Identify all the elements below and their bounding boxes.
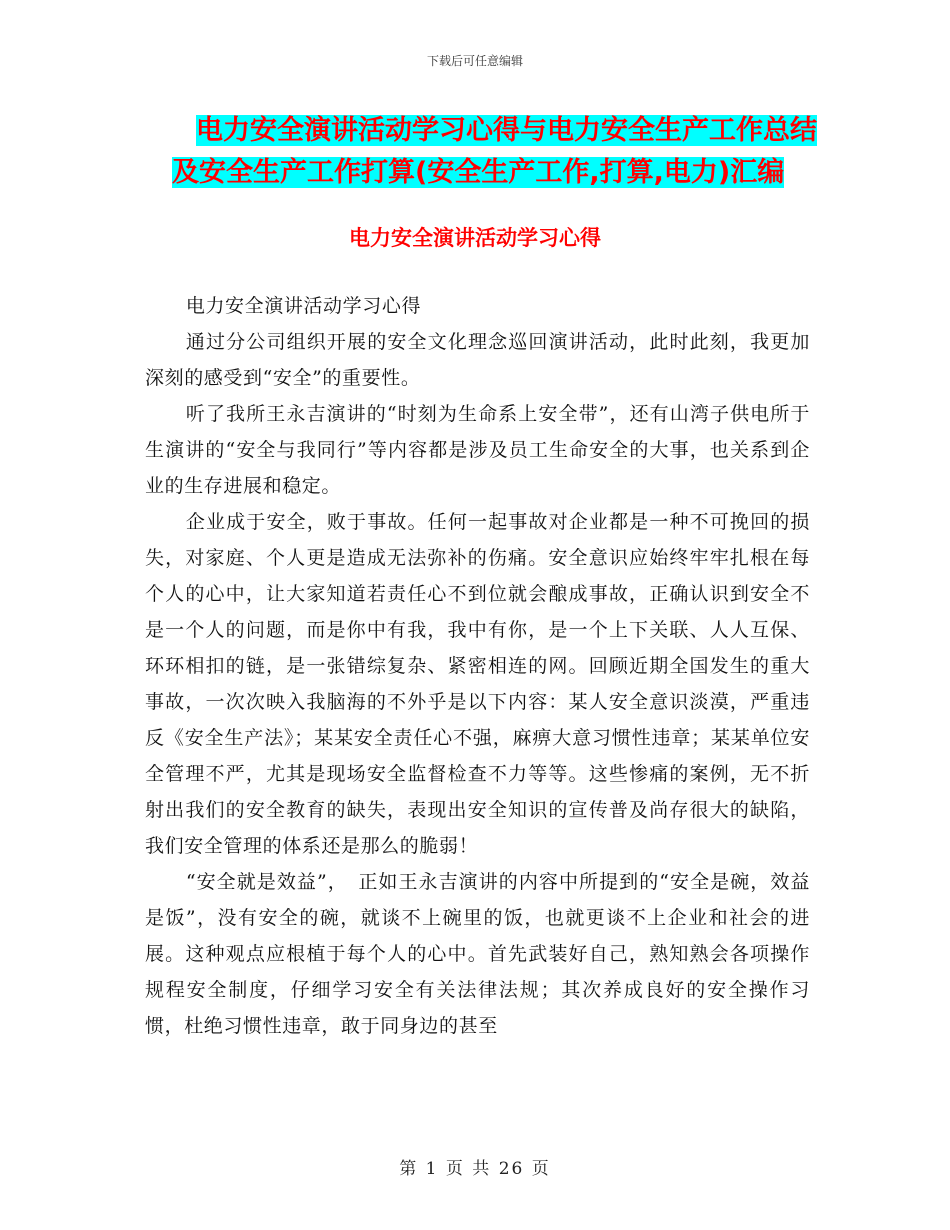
page-number: 第 1 页 共 26 页 bbox=[399, 1159, 551, 1179]
title-line-2-text: 及安全生产工作打算(安全生产工作,打算,电力)汇编 bbox=[172, 157, 785, 188]
document-title-line-2 bbox=[0, 152, 950, 194]
document-title-line-1 bbox=[0, 110, 950, 152]
paragraph: “安全就是效益”， 正如王永吉演讲的内容中所提到的“安全是碗，效益是饭”，没有安全的碗，就谈不上碗里的饭，也就更谈不上企业和社会的进展。这种观点应根植于每个人的心中。首先武装好自己，熟知熟会各项操作规程安全制度，仔细学习安全有关法律法规；其次养成良好的安全操作习惯，杜绝习惯性违章，敢于同身边的甚至 bbox=[145, 871, 810, 1037]
header-note: 下载后可任意编辑 bbox=[426, 54, 523, 68]
title-line-1-text: 电力安全演讲活动学习心得与电力安全生产工作总结 bbox=[196, 115, 817, 146]
document-title bbox=[0, 110, 950, 194]
paragraph: 听了我所王永吉演讲的“时刻为生命系上安全带”，还有山湾子供电所于生演讲的“安全与我同行”等内容都是涉及员工生命安全的大事，也关系到企业的生存进展和稳定。 bbox=[145, 403, 810, 497]
paragraph: 企业成于安全，败于事故。任何一起事故对企业都是一种不可挽回的损失，对家庭、个人更是造成无法弥补的伤痛。安全意识应始终牢牢扎根在每个人的心中，让大家知道若责任心不到位就会酿成事故，正确认识到安全不是一个人的问题，而是你中有我，我中有你，是一个上下关联、人人互保、环环相扣的链，是一张错综复杂、紧密相连的网。回顾近期全国发生的重大事故，一次次映入我脑海的不外乎是以下内容：某人安全意识淡漠，严重违反《安全生产法》；某某安全责任心不强，麻痹大意习惯性违章；某某单位安全管理不严，尤其是现场安全监督检查不力等等。这些惨痛的案例，无不折射出我们的安全教育的缺失，表现出安全知识的宣传普及尚存很大的缺陷，我们安全管理的体系还是那么的脆弱！ bbox=[145, 511, 810, 857]
paragraph: 通过分公司组织开展的安全文化理念巡回演讲活动，此时此刻，我更加深刻的感受到“安全”的重要性。 bbox=[145, 331, 810, 389]
body-text bbox=[145, 288, 810, 1044]
section-title: 电力安全演讲活动学习心得 bbox=[349, 226, 601, 250]
paragraph-subtitle: 电力安全演讲活动学习心得 bbox=[185, 295, 422, 317]
